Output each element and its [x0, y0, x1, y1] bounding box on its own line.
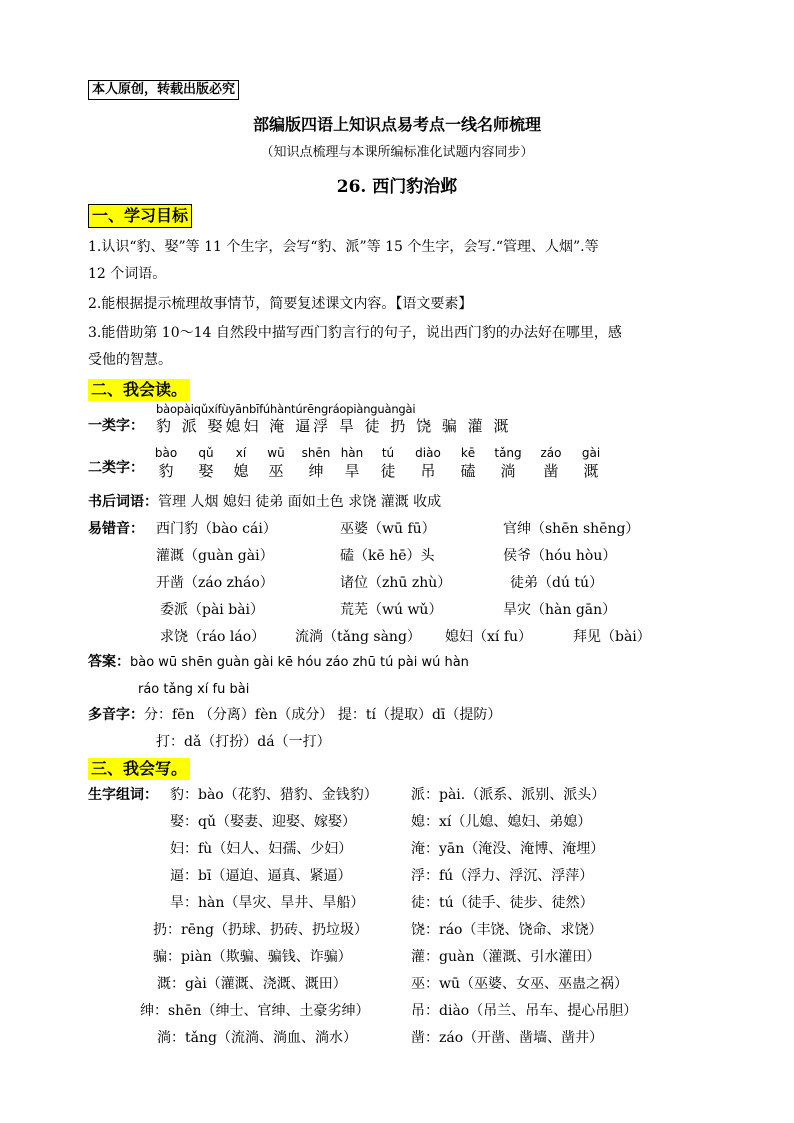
- class2-char: 绅: [308, 462, 324, 480]
- book-words-label: 书后词语：: [88, 494, 158, 510]
- class1-pinyin: bàopàiqǔxífùyānbīfúhàntúrēngráopiànguàngài: [156, 402, 416, 416]
- class2-char: 淌: [500, 462, 516, 480]
- confuse-item: 徒弟（dú tú）: [510, 575, 604, 591]
- word-group: 饶：ráo（丰饶、饶命、求饶）: [411, 922, 603, 938]
- class2-pinyin: bào: [154, 446, 178, 460]
- confuse-item: 拜见（bài）: [573, 629, 651, 645]
- word-group: 绅：shēn（绅士、官绅、土豪劣绅）: [140, 1003, 370, 1019]
- word-group: 派：pài.（派系、派别、派头）: [411, 787, 606, 803]
- confuse-item: 灌溉（guàn gài）: [156, 548, 274, 564]
- confuse-label: 易错音：: [88, 521, 144, 537]
- confuse-item: 求饶（ráo láo）: [160, 629, 266, 645]
- class2-char: 磕: [460, 462, 476, 480]
- objective-line: 1.认识“豹、娶”等 11 个生字，会写“豹、派”等 15 个生字，会写.“管理、人烟”.等: [88, 239, 599, 255]
- word-group: 巫：wū（巫婆、女巫、巫蛊之祸）: [411, 976, 628, 992]
- word-group: 浮：fú（浮力、浮沉、浮萍）: [411, 868, 594, 884]
- class2-pinyin: gài: [581, 446, 601, 460]
- class2-pinyin: kē: [460, 446, 476, 460]
- answer-text-2: ráo tǎng xí fu bài: [138, 682, 250, 697]
- class2-char: 溉: [583, 462, 599, 480]
- class2-pinyin: hàn: [340, 446, 364, 460]
- class2-char: 媳: [233, 462, 249, 480]
- polyphone-line: [88, 705, 501, 725]
- word-group: 娶：qǔ（娶妻、迎娶、嫁娶）: [170, 814, 356, 830]
- class2-label: 二类字：: [88, 460, 144, 476]
- objective-line: 3.能借助第 10～14 自然段中描写西门豹言行的句子，说出西门豹的办法好在哪里，感: [88, 325, 622, 341]
- confuse-item: 开凿（záo zháo）: [156, 575, 274, 591]
- confuse-item: 委派（pài bài）: [160, 602, 265, 618]
- word-group: 淹：yān（淹没、淹博、淹埋）: [411, 841, 605, 857]
- class2-pinyin: shēn: [301, 446, 331, 460]
- confuse-item: 西门豹（bào cái）: [156, 521, 277, 537]
- class2-pinyin: záo: [540, 446, 562, 460]
- word-group: 扔：rēng（扔球、扔砖、扔垃圾）: [153, 922, 368, 938]
- polyphone-text-2: 打：dǎ（打扮）dá（一打）: [156, 734, 331, 750]
- word-group: 骗：piàn（欺骗、骗钱、诈骗）: [153, 949, 352, 965]
- class2-char: 娶: [198, 462, 214, 480]
- write-label: 生字组词：: [88, 787, 158, 803]
- confuse-item: 官绅（shēn shēng）: [503, 521, 640, 537]
- word-group: 溉：gài（灌溉、浇溉、溉田）: [157, 976, 347, 992]
- word-group: 豹：bào（花豹、猎豹、金钱豹）: [170, 787, 378, 803]
- section-heading-read: 二、我会读。: [88, 379, 190, 401]
- answer-label: 答案：: [88, 654, 130, 670]
- word-group: 逼：bī（逼迫、逼真、紧逼）: [170, 868, 352, 884]
- confuse-item: 旱灾（hàn gān）: [503, 602, 617, 618]
- class2-pinyin: qǔ: [198, 446, 214, 460]
- class2-pinyin: tú: [381, 446, 395, 460]
- class2-pinyin: wū: [267, 446, 285, 460]
- class2-char: 徒: [380, 462, 396, 480]
- answer-text: bào wū shēn guàn gài kē hóu záo zhū tú pài wú hàn: [130, 655, 469, 670]
- confuse-item: 流淌（tǎng sàng）: [295, 629, 421, 645]
- word-group: 灌：guàn（灌溉、引水灌田）: [411, 949, 601, 965]
- book-words-line: [88, 492, 441, 512]
- confuse-item: 诸位（zhū zhù）: [340, 575, 452, 591]
- word-group: 凿：záo（开凿、凿墙、凿井）: [411, 1030, 604, 1046]
- word-group: 淌：tǎng（流淌、淌血、淌水）: [157, 1030, 357, 1046]
- polyphone-text: 分：fēn （分离）fèn（成分） 提：tí（提取）dī（提防）: [144, 707, 502, 723]
- class2-pinyin: xí: [235, 446, 247, 460]
- word-group: 徒：tú（徒手、徒步、徒然）: [411, 895, 594, 911]
- class1-chars: 豹 派 娶媳妇 淹 逼浮 旱 徒 扔 饶 骗 灌 溉: [156, 417, 512, 435]
- document-title: 部编版四语上知识点易考点一线名师梳理: [252, 115, 541, 134]
- objective-line: 2.能根据提示梳理故事情节，简要复述课文内容。【语文要素】: [88, 296, 473, 312]
- class2-char: 吊: [420, 462, 436, 480]
- confuse-item: 荒芜（wú wǔ）: [340, 602, 443, 618]
- confuse-item: 侯爷（hóu hòu）: [503, 548, 617, 564]
- class2-char: 旱: [344, 462, 360, 480]
- copyright-notice: 本人原创，转载出版必究: [88, 80, 239, 100]
- class2-char: 豹: [158, 462, 174, 480]
- word-group: 吊：diào（吊兰、吊车、提心吊胆）: [411, 1003, 638, 1019]
- class2-pinyin: tǎng: [494, 446, 522, 460]
- word-group: 媳：xí（儿媳、媳妇、弟媳）: [411, 814, 592, 830]
- confuse-item: 磕（kē hē）头: [340, 548, 435, 564]
- document-subtitle: （知识点梳理与本课所编标准化试题内容同步）: [260, 145, 534, 160]
- confuse-item: 媳妇（xí fu）: [445, 629, 533, 645]
- objective-line: 12 个词语。: [88, 266, 167, 282]
- word-group: 妇：fù（妇人、妇孺、少妇）: [170, 841, 353, 857]
- lesson-title: 26. 西门豹治邺: [336, 177, 458, 197]
- section-heading-objectives: 一、学习目标: [88, 204, 192, 228]
- answer-line: [88, 652, 469, 673]
- class2-pinyin: diào: [415, 446, 441, 460]
- class2-char: 巫: [268, 462, 284, 480]
- objective-line: 受他的智慧。: [88, 352, 172, 368]
- confuse-item: 巫婆（wū fū）: [340, 521, 436, 537]
- section-heading-write: 三、我会写。: [88, 758, 190, 780]
- word-group: 旱：hàn（旱灾、旱井、旱船）: [170, 895, 365, 911]
- polyphone-label: 多音字：: [88, 707, 144, 723]
- class2-char: 凿: [543, 462, 559, 480]
- class1-label: 一类字：: [88, 418, 144, 434]
- book-words: 管理 人烟 媳妇 徒弟 面如土色 求饶 灌溉 收成: [158, 494, 442, 510]
